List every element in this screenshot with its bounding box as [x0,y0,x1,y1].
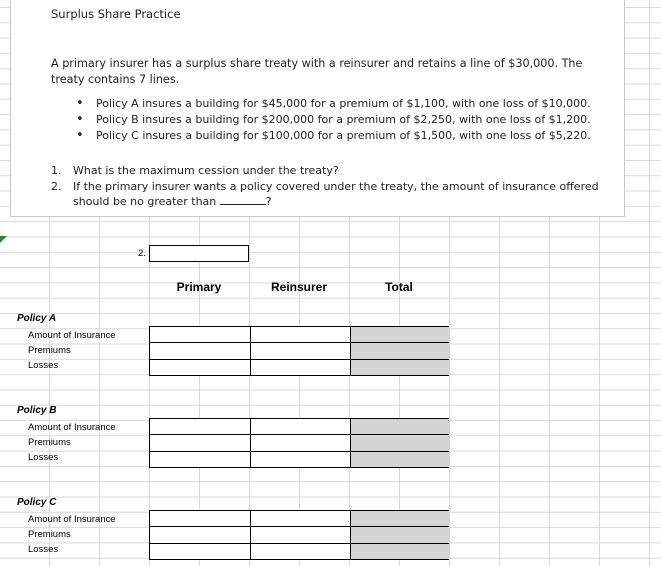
table-row [150,359,448,375]
policy-a-losses-reinsurer-cell[interactable] [250,360,350,375]
answer-2-cell[interactable] [149,245,249,262]
policy-b-amount-reinsurer-cell[interactable] [250,419,350,434]
policy-b-amount-primary-cell[interactable] [150,419,250,434]
policy-c-losses-total-cell[interactable] [350,544,450,559]
policy-a-losses-primary-cell[interactable] [150,360,250,375]
question-1-number: 1. [51,164,62,177]
policy-list [76,96,591,144]
policy-b-grid [149,418,449,468]
policy-c-premiums-label: Premiums [28,529,71,540]
table-row [150,327,448,342]
table-row [150,451,448,467]
policy-c-amount-primary-cell[interactable] [150,511,250,526]
policy-b-premiums-label: Premiums [28,437,71,448]
policy-a-grid [149,326,449,376]
policy-b-title: Policy B [17,405,57,416]
policy-b-losses-total-cell[interactable] [350,452,450,467]
policy-b-losses-reinsurer-cell[interactable] [250,452,350,467]
policy-a-amount-primary-cell[interactable] [150,327,250,342]
policy-b-losses-primary-cell[interactable] [150,452,250,467]
policy-c-title: Policy C [17,497,57,508]
policy-b-premiums-primary-cell[interactable] [150,435,250,450]
policy-b-premiums-reinsurer-cell[interactable] [250,435,350,450]
question-list [51,163,621,210]
column-header-total: Total [385,280,413,294]
cell-comment-marker [0,236,7,243]
policy-a-losses-total-cell[interactable] [350,360,450,375]
policy-c-losses-label: Losses [28,544,59,555]
policy-a-losses-label: Losses [28,360,59,371]
answer-2-label: 2. [138,248,146,259]
policy-b-amount-label: Amount of Insurance [28,422,116,433]
question-2 [51,179,621,210]
question-2-text: If the primary insurer wants a policy covered under the treaty, the amount of insurance offered should be no greater than [73,179,599,208]
policy-b-premiums-total-cell[interactable] [350,435,450,450]
answer-blank [220,194,266,205]
problem-text-box[interactable] [10,0,625,217]
policy-a-premiums-label: Premiums [28,345,71,356]
policy-a-title: Policy A [17,313,57,324]
column-header-primary: Primary [176,280,222,294]
table-row [150,419,448,434]
question-2-number: 2. [51,179,62,193]
policy-c-losses-reinsurer-cell[interactable] [250,544,350,559]
table-row [150,434,448,450]
policy-c-amount-reinsurer-cell[interactable] [250,511,350,526]
problem-title: Surplus Share Practice [51,7,181,21]
policy-c-premiums-primary-cell[interactable] [150,527,250,542]
policy-c-amount-total-cell[interactable] [350,511,450,526]
policy-a-premiums-reinsurer-cell[interactable] [250,343,350,358]
policy-c-description: • Policy C insures a building for $100,000 for a premium of $1,500, with one loss of $5,220. [76,128,591,144]
table-row [150,342,448,358]
policy-b-description: • Policy B insures a building for $200,000 for a premium of $2,250, with one loss of $1,200. [76,112,591,128]
policy-c-premiums-total-cell[interactable] [350,527,450,542]
table-row [150,511,448,526]
table-row [150,526,448,542]
policy-c-grid [149,510,449,560]
question-2-suffix: ? [265,195,272,208]
policy-a-amount-total-cell[interactable] [350,327,450,342]
column-header-reinsurer: Reinsurer [270,280,328,294]
policy-b-amount-total-cell[interactable] [350,419,450,434]
table-row [150,543,448,559]
policy-a-amount-reinsurer-cell[interactable] [250,327,350,342]
policy-c-losses-primary-cell[interactable] [150,544,250,559]
question-1 [51,163,621,179]
policy-a-premiums-primary-cell[interactable] [150,343,250,358]
policy-a-premiums-total-cell[interactable] [350,343,450,358]
problem-statement: A primary insurer has a surplus share treaty with a reinsurer and retains a line of $30,000. The treaty contains 7 lines. [51,57,583,86]
policy-a-description: • Policy A insures a building for $45,000 for a premium of $1,100, with one loss of $10,000. [76,96,591,112]
policy-a-amount-label: Amount of Insurance [28,330,116,341]
policy-c-amount-label: Amount of Insurance [28,514,116,525]
policy-c-premiums-reinsurer-cell[interactable] [250,527,350,542]
question-1-text: What is the maximum cession under the treaty? [73,164,339,177]
policy-b-losses-label: Losses [28,452,59,463]
